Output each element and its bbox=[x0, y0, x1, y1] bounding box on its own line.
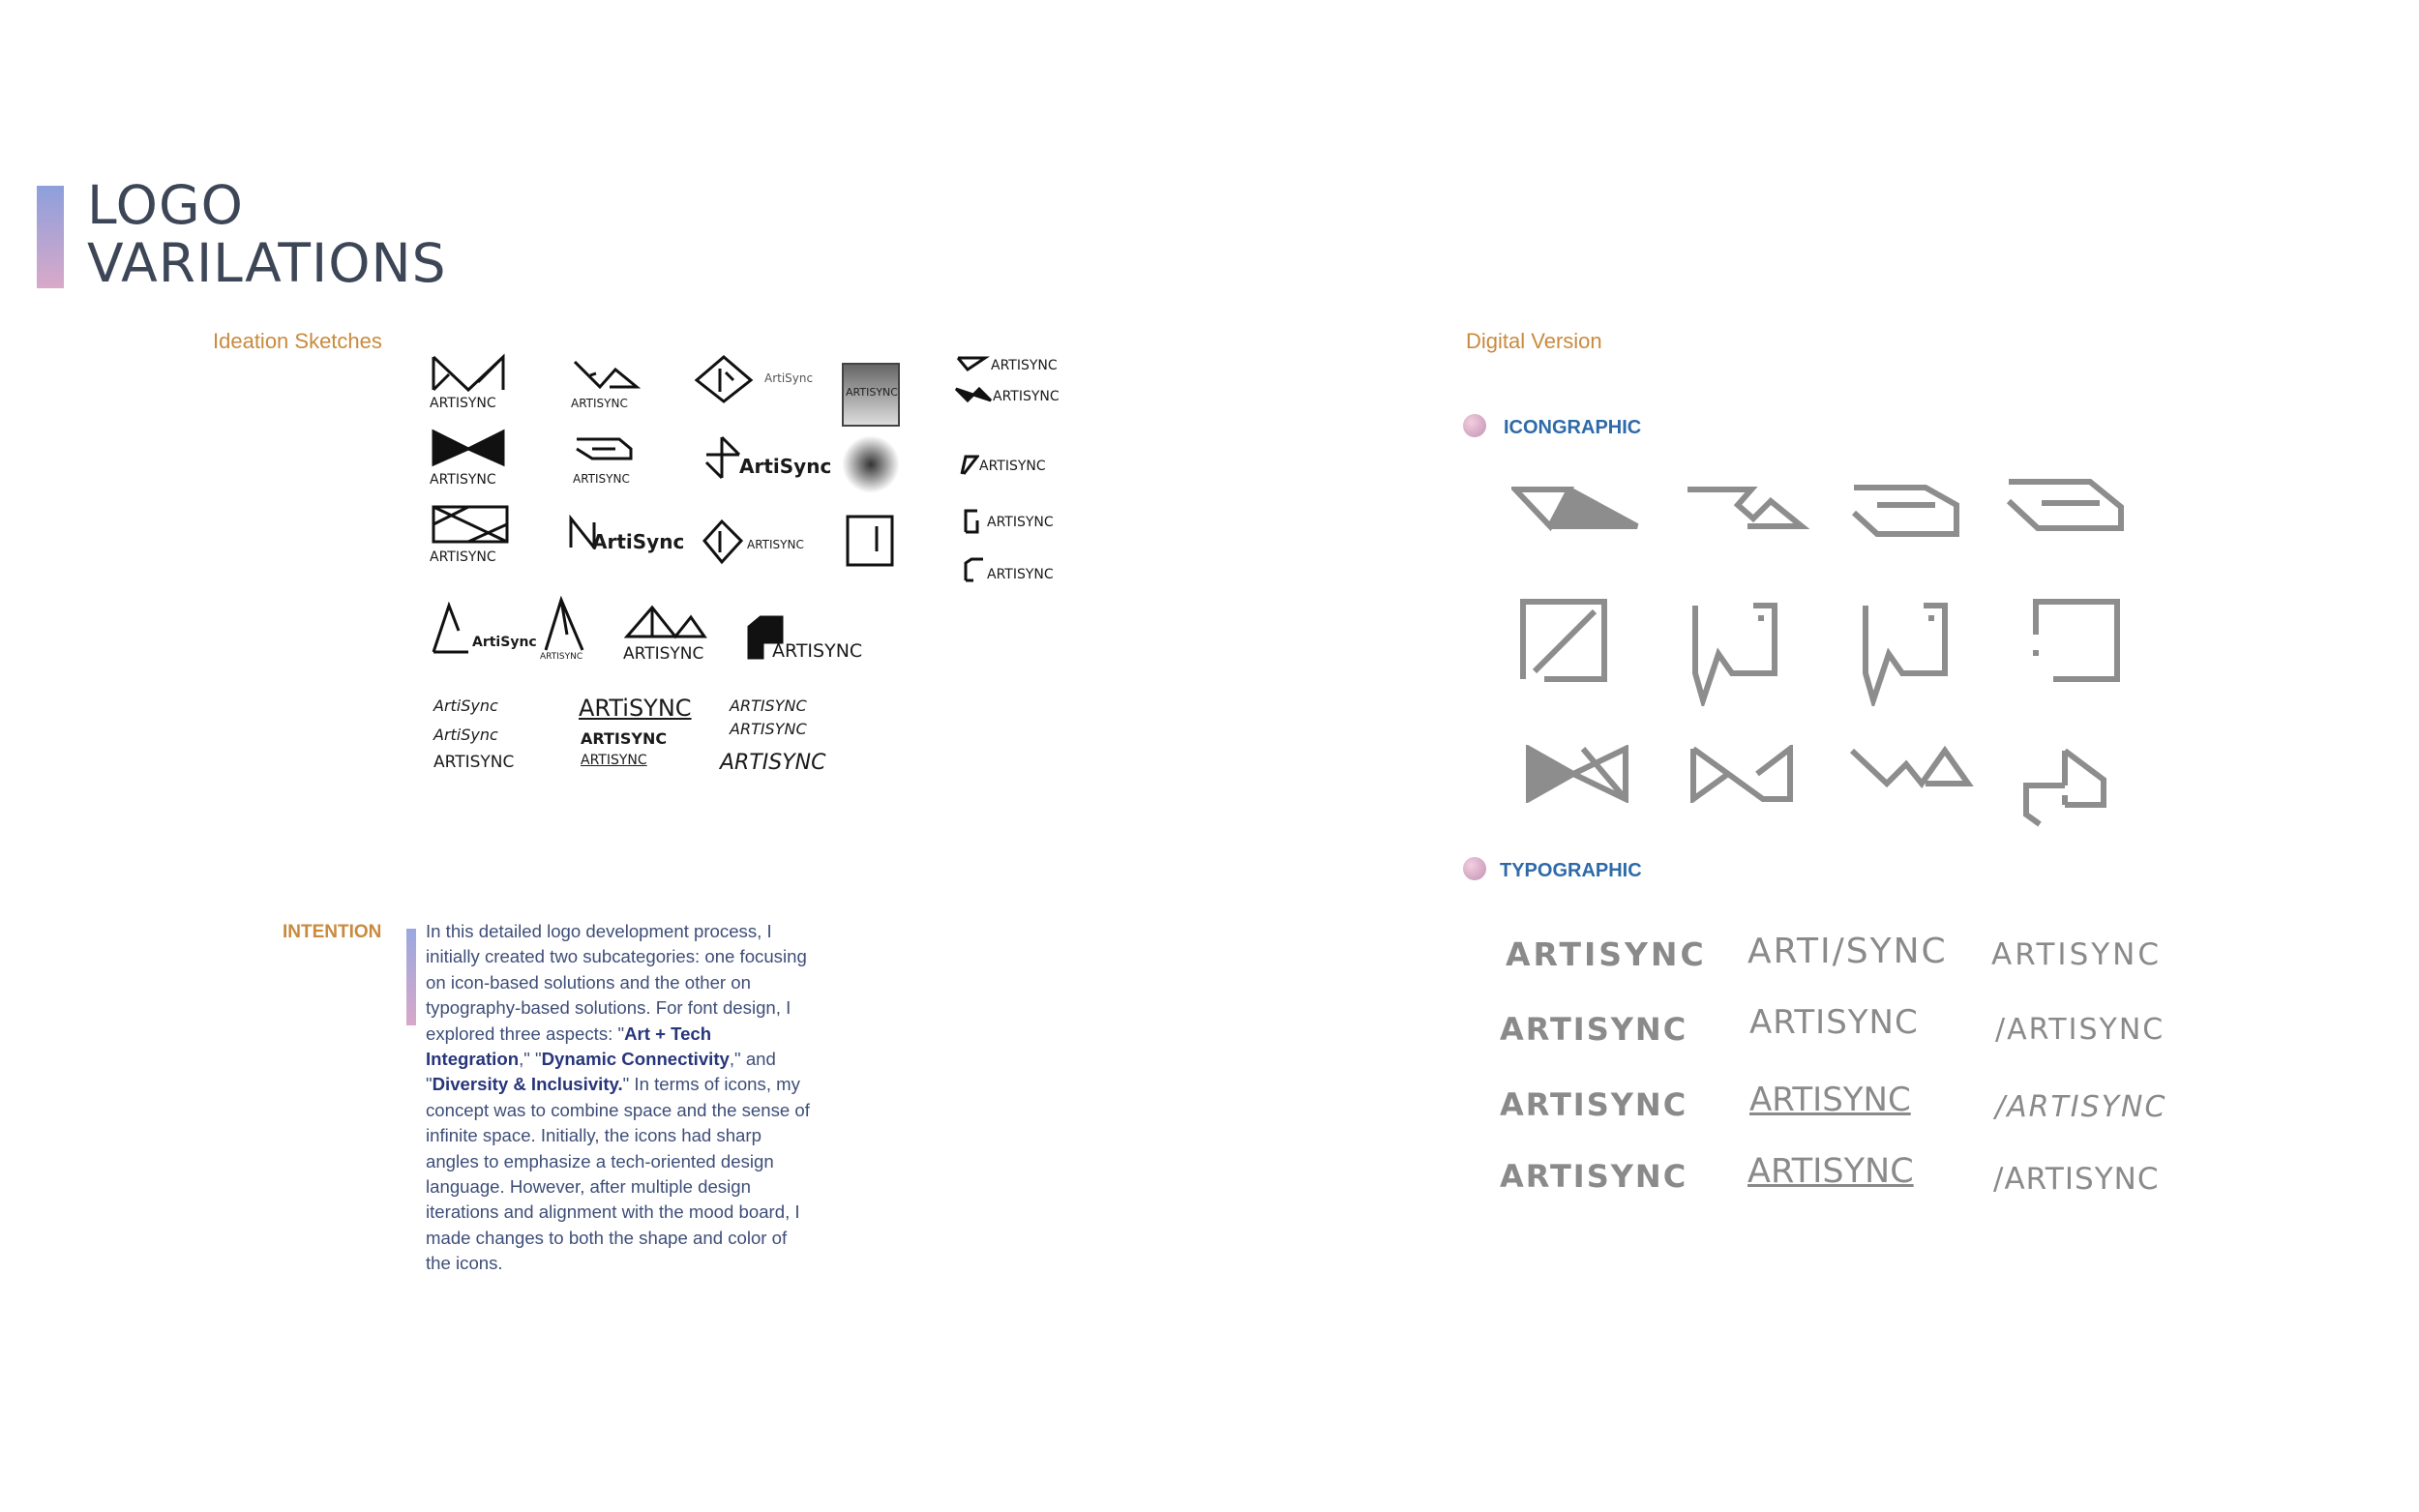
icon-chevron-v bbox=[1848, 745, 1974, 797]
icongraphic-label: ICONGRAPHIC bbox=[1504, 417, 1642, 438]
sketch-wordmark: ARTISYNC bbox=[720, 751, 826, 775]
sketch-mark-16 bbox=[964, 557, 985, 586]
intention-highlight: Art + Tech Integration bbox=[426, 1023, 712, 1070]
icon-chevron-filled bbox=[1511, 484, 1647, 536]
typo-sample: ARTISYNC bbox=[1500, 1011, 1688, 1048]
typo-sample: /ARTISYNC bbox=[1993, 1162, 2160, 1197]
typo-sample: ARTI/SYNC bbox=[1747, 932, 1948, 971]
page-title bbox=[87, 176, 447, 292]
sketch-mark-5 bbox=[956, 356, 995, 375]
sketch-wordmark: ARTISYNC bbox=[433, 753, 515, 772]
sketch-wordmark: ARTISYNC bbox=[846, 386, 898, 399]
sketch-wordmark: ARTISYNC bbox=[581, 729, 668, 748]
intention-heading: INTENTION bbox=[283, 922, 382, 942]
typo-sample: ARTISYNC bbox=[1506, 935, 1707, 973]
icon-chevron-outline bbox=[1684, 484, 1809, 536]
icon-bowtie-outline bbox=[1689, 745, 1796, 807]
sketch-wordmark: ArtiSync bbox=[739, 455, 832, 478]
sketch-mark-10 bbox=[960, 455, 979, 480]
sketch-wordmark: ARTISYNC bbox=[730, 720, 807, 738]
icon-bowtie-filled bbox=[1525, 745, 1631, 807]
intention-text: ," " bbox=[519, 1049, 542, 1070]
icon-bracket-gradient bbox=[2003, 478, 2129, 540]
title-line-2: VARILATIONS bbox=[87, 232, 447, 294]
sketch-wordmark: ARTISYNC bbox=[540, 652, 583, 662]
sketch-wordmark: ARTISYNC bbox=[430, 396, 496, 411]
sketch-mark-15 bbox=[964, 509, 985, 538]
icon-square-a-2 bbox=[1860, 600, 1953, 710]
icon-square-diagonal bbox=[1519, 598, 1612, 689]
sketch-wordmark: ARTISYNC bbox=[747, 538, 804, 551]
sketch-mark-18 bbox=[540, 596, 588, 662]
intention-text: In this detailed logo development process, I initially created two subcategories: one focusing on icon-based solutions and the other on typography-based solutions. For font design, I explored three aspects: " bbox=[426, 921, 807, 1044]
digital-version-label: Digital Version bbox=[1466, 329, 1602, 353]
sketch-wordmark: ArtiSync bbox=[472, 635, 537, 650]
sketch-wordmark: ArtiSync bbox=[433, 697, 498, 715]
sketch-mark-8 bbox=[573, 435, 639, 486]
sketch-wordmark: ARTISYNC bbox=[623, 644, 704, 664]
sketch-wordmark: ARTISYNC bbox=[571, 397, 628, 410]
sketch-mark-1 bbox=[430, 353, 511, 411]
ideation-sketches-label: Ideation Sketches bbox=[213, 329, 382, 353]
sketch-wordmark: ArtiSync bbox=[764, 371, 814, 385]
sketch-mark-14 bbox=[844, 513, 896, 573]
typo-sample: ARTISYNC bbox=[1500, 1086, 1688, 1123]
intention-text: " In terms of icons, my concept was to combine space and the sense of infinite space. Initially, the icons had sharp angles to emphasize a tech-oriented design language. However, after multiple design iterations and alignment with the mood board, I made changes to both the shape and color of the icons. bbox=[426, 1074, 810, 1274]
typographic-label: TYPOGRAPHIC bbox=[1500, 860, 1642, 881]
sketch-wordmark: ARTISYNC bbox=[772, 640, 863, 662]
sketch-wordmark: ARTISYNC bbox=[430, 549, 496, 565]
intention-accent-bar bbox=[406, 929, 416, 1025]
sketch-wordmark: ARTISYNC bbox=[979, 459, 1046, 474]
sketch-gradient-box bbox=[842, 363, 900, 427]
icon-diamond-bracket bbox=[2016, 747, 2113, 832]
sketch-wordmark: ARTISYNC bbox=[573, 472, 630, 486]
sketch-mark-13 bbox=[701, 518, 745, 570]
typo-sample: ARTISYNC bbox=[1747, 1152, 1914, 1191]
sketch-mark-3 bbox=[691, 353, 759, 409]
typographic-grid bbox=[1500, 924, 2196, 1233]
icon-square-a-1 bbox=[1689, 600, 1782, 710]
sketch-mark-2 bbox=[571, 358, 642, 410]
typo-sample: /ARTISYNC bbox=[1995, 1013, 2165, 1047]
sketch-mark-19 bbox=[623, 604, 708, 664]
sketch-wordmark: ARTISYNC bbox=[581, 753, 647, 768]
sketch-mark-6 bbox=[954, 387, 997, 406]
intention-body bbox=[426, 919, 813, 1277]
sketch-mark-7 bbox=[430, 428, 511, 488]
intention-text: ," and " bbox=[426, 1049, 776, 1095]
sketch-wordmark: ArtiSync bbox=[592, 530, 685, 553]
sketch-wordmark: ARTISYNC bbox=[987, 567, 1054, 582]
sketch-halftone bbox=[842, 435, 900, 493]
intention-highlight: Dynamic Connectivity bbox=[541, 1049, 730, 1070]
typographic-bullet-icon bbox=[1463, 857, 1486, 880]
typo-sample: ARTISYNC bbox=[1749, 1003, 1919, 1042]
intention-highlight: Diversity & Inclusivity. bbox=[432, 1074, 623, 1095]
icon-square-dot bbox=[2030, 596, 2123, 693]
ideation-sketch-grid bbox=[426, 348, 1103, 784]
icon-bracket-outline bbox=[1848, 484, 1964, 546]
sketch-wordmark: ARTISYNC bbox=[730, 697, 807, 715]
typo-sample: ARTISYNC bbox=[1991, 937, 2163, 972]
sketch-wordmark: ARTISYNC bbox=[987, 515, 1054, 530]
title-accent-bar bbox=[37, 186, 64, 288]
typo-sample: ARTISYNC bbox=[1500, 1158, 1688, 1195]
typo-sample: /ARTISYNC bbox=[1995, 1090, 2167, 1124]
title-line-1: LOGO bbox=[87, 174, 244, 236]
sketch-wordmark: ARTISYNC bbox=[991, 358, 1058, 373]
sketch-wordmark: ArtiSync bbox=[433, 726, 498, 744]
icon-grid bbox=[1500, 474, 2138, 842]
typo-sample: ARTISYNC bbox=[1749, 1081, 1911, 1119]
sketch-wordmark: ARTISYNC bbox=[993, 389, 1060, 404]
sketch-mark-17 bbox=[430, 602, 472, 660]
icongraphic-bullet-icon bbox=[1463, 414, 1486, 437]
sketch-wordmark: ARTiSYNC bbox=[579, 695, 692, 722]
sketch-wordmark: ARTISYNC bbox=[430, 472, 496, 488]
sketch-mark-11 bbox=[430, 503, 511, 565]
